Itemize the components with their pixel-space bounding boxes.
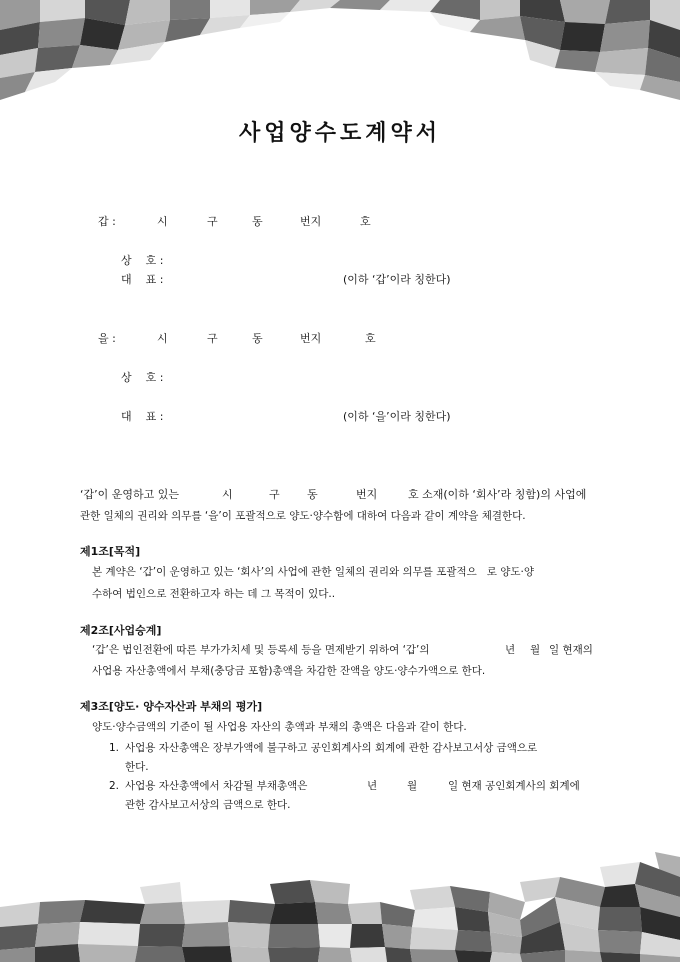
intro-part-2: 호 소재(이하 ‘회사’라 칭함)의 사업에: [408, 488, 587, 501]
party-a-beonji: 번지: [300, 215, 322, 228]
party-b-alias: (이하 ‘을’이라 칭한다): [343, 410, 451, 423]
party-b-ho: 호: [365, 332, 376, 345]
party-b-si: 시: [157, 332, 168, 345]
article-1-heading: 제1조[목적]: [80, 545, 141, 558]
article-2-line-2: 사업용 자산총액에서 부채(충당금 포함)총액을 차감한 잔액을 양도·양수가액으로 한다.: [92, 665, 486, 677]
article-3-item-2-cont: 관한 감사보고서상의 금액으로 한다.: [125, 799, 291, 811]
article-3-line-1: 양도·양수금액의 기준이 될 사업용 자산의 총액과 부채의 총액은 다음과 같이 한다.: [92, 721, 467, 733]
article-3-item-2-month: 월: [407, 780, 418, 792]
intro-si: 시: [222, 488, 233, 501]
party-b-gu: 구: [207, 332, 218, 345]
article-2-line-1b: 일 현재의: [549, 644, 593, 656]
article-3-item-2-text-b: 일 현재 공인회계사의 회계에: [448, 780, 580, 792]
party-a-company-label: 상 호 :: [121, 254, 164, 267]
article-3-item-1-text: 사업용 자산총액은 장부가액에 불구하고 공인회계사의 회계에 관한 감사보고서상 금액으로: [125, 742, 538, 754]
top-geometric-decoration: [0, 0, 680, 105]
party-b-label: 을 :: [98, 332, 116, 345]
article-3-item-1-num: 1.: [109, 742, 120, 754]
article-3-heading: 제3조[양도· 양수자산과 부채의 평가]: [80, 700, 263, 713]
party-a-ho: 호: [360, 215, 371, 228]
party-a-alias: (이하 ‘갑’이라 칭한다): [343, 273, 451, 286]
party-a-dong: 동: [252, 215, 263, 228]
article-3-item-1-cont: 한다.: [125, 761, 149, 773]
article-3-item-2-num: 2.: [109, 780, 120, 792]
article-1-line-2: 수하여 법인으로 전환하고자 하는 데 그 목적이 있다..: [92, 588, 336, 600]
article-3-item-2-text-a: 사업용 자산총액에서 차감될 부채총액은: [125, 780, 308, 792]
party-b-dong: 동: [252, 332, 263, 345]
intro-part-1: ‘갑’이 운영하고 있는: [80, 488, 179, 501]
intro-line-2: 관한 일체의 권리와 의무를 ‘을’이 포괄적으로 양도·양수함에 대하여 다음과 같이 계약을 체결한다.: [80, 510, 526, 522]
article-1-line-1: 본 계약은 ‘갑’이 운영하고 있는 ‘회사’의 사업에 관한 일체의 권리와 의무를 포괄적으 로 양도·양: [92, 566, 535, 578]
article-2-line-1a: ‘갑’은 법인전환에 따른 부가가치세 및 등록세 등을 면제받기 위하여 ‘갑’의: [92, 644, 430, 656]
party-a-gu: 구: [207, 215, 218, 228]
party-b-rep-label: 대 표 :: [121, 410, 164, 423]
article-2-year: 년: [505, 644, 516, 656]
intro-beonji: 번지: [356, 488, 378, 501]
party-a-si: 시: [157, 215, 168, 228]
document-title: 사업양수도계약서: [238, 121, 442, 146]
article-3-item-2-year: 년: [367, 780, 378, 792]
intro-dong: 동: [307, 488, 318, 501]
intro-gu: 구: [269, 488, 280, 501]
article-2-month: 월: [530, 644, 541, 656]
party-a-label: 갑 :: [98, 215, 116, 228]
article-2-heading: 제2조[사업승계]: [80, 624, 162, 637]
party-a-rep-label: 대 표 :: [121, 273, 164, 286]
bottom-geometric-decoration: [0, 852, 680, 962]
party-b-beonji: 번지: [300, 332, 322, 345]
party-b-company-label: 상 호 :: [121, 371, 164, 384]
